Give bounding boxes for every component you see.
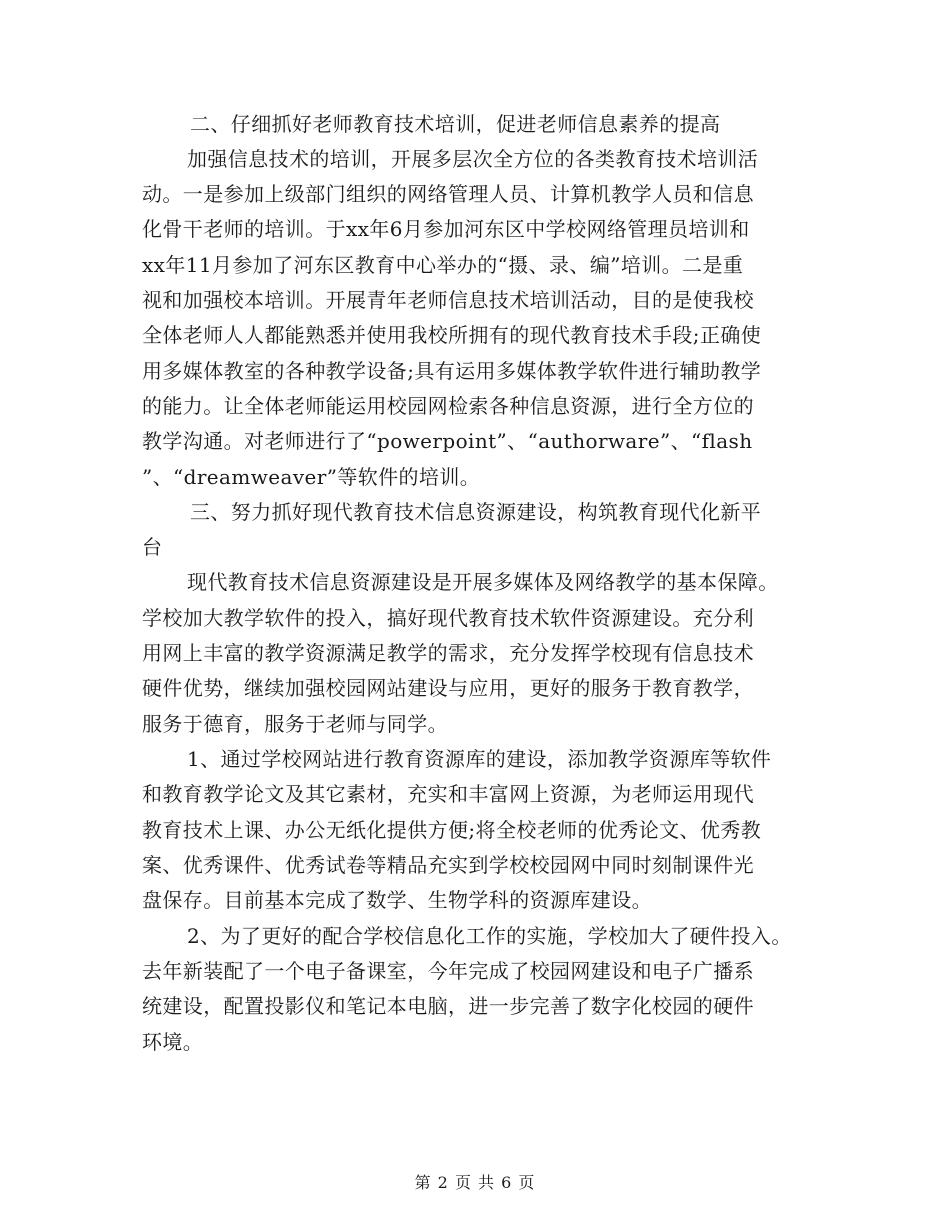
paragraph-line: 盘保存。目前基本完成了数学、生物学科的资源库建设。 xyxy=(142,888,652,912)
paragraph-line: xx年11月参加了河东区教育中心举办的“摄、录、编”培训。二是重 xyxy=(142,253,744,277)
paragraph-line: 去年新装配了一个电子备课室，今年完成了校园网建设和电子广播系 xyxy=(142,959,754,983)
paragraph-line: 用网上丰富的教学资源满足教学的需求，充分发挥学校现有信息技术 xyxy=(142,641,754,665)
paragraph-line: 用多媒体教室的各种教学设备;具有运用多媒体教学软件进行辅助教学 xyxy=(142,359,762,383)
paragraph-line: 动。一是参加上级部门组织的网络管理人员、计算机教学人员和信息 xyxy=(142,182,754,206)
paragraph-line: 环境。 xyxy=(142,1030,204,1054)
paragraph-line: 案、优秀课件、优秀试卷等精品充实到学校校园网中同时刻制课件光 xyxy=(142,853,754,877)
paragraph-line: 视和加强校本培训。开展青年老师信息技术培训活动，目的是使我校 xyxy=(142,288,754,312)
page-number-footer: 第 2 页 共 6 页 xyxy=(414,1173,536,1192)
heading-section-three: 三、努力抓好现代教育技术信息资源建设，构筑教育现代化新平 xyxy=(190,500,762,524)
paragraph-line: 学校加大教学软件的投入，搞好现代教育技术软件资源建设。充分利 xyxy=(142,606,754,630)
paragraph-line: 教学沟通。对老师进行了“powerpoint”、“authorware”、“flash xyxy=(142,429,753,453)
paragraph-line: 加强信息技术的培训，开展多层次全方位的各类教育技术培训活 xyxy=(187,147,759,171)
paragraph-line: 的能力。让全体老师能运用校园网检索各种信息资源，进行全方位的 xyxy=(142,394,754,418)
paragraph-line: 2、为了更好的配合学校信息化工作的实施，学校加大了硬件投入。 xyxy=(187,924,792,948)
paragraph-line: 硬件优势，继续加强校园网站建设与应用，更好的服务于教育教学， xyxy=(142,676,754,700)
paragraph-line: ”、“dreamweaver”等软件的培训。 xyxy=(142,465,481,489)
paragraph-line: 现代教育技术信息资源建设是开展多媒体及网络教学的基本保障。 xyxy=(187,570,779,594)
heading-section-three-cont: 台 xyxy=(142,535,163,559)
paragraph-line: 和教育教学论文及其它素材，充实和丰富网上资源，为老师运用现代 xyxy=(142,782,754,806)
paragraph-line: 服务于德育，服务于老师与同学。 xyxy=(142,712,448,736)
paragraph-line: 化骨干老师的培训。于xx年6月参加河东区中学校网络管理员培训和 xyxy=(142,217,750,241)
paragraph-line: 全体老师人人都能熟悉并使用我校所拥有的现代教育技术手段;正确使 xyxy=(142,323,762,347)
paragraph-line: 1、通过学校网站进行教育资源库的建设，添加教学资源库等软件 xyxy=(187,747,772,771)
heading-section-two: 二、仔细抓好老师教育技术培训，促进老师信息素养的提高 xyxy=(190,112,721,136)
paragraph-line: 教育技术上课、办公无纸化提供方便;将全校老师的优秀论文、优秀教 xyxy=(142,818,762,842)
paragraph-line: 统建设，配置投影仪和笔记本电脑，进一步完善了数字化校园的硬件 xyxy=(142,994,754,1018)
